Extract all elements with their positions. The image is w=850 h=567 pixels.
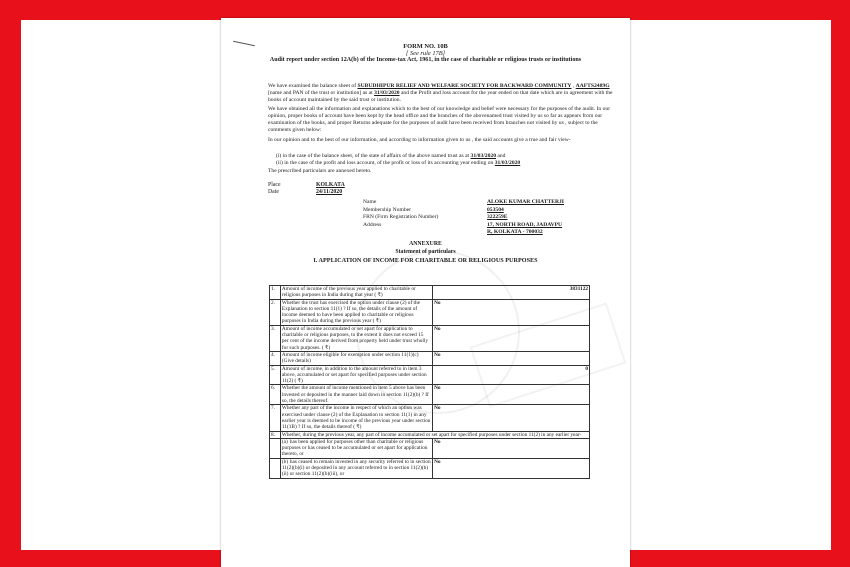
table-row: 7. Whether any part of the income in respect of which an option was exercised under clause (2) of the Explanation to section 11(1) in any earlier year is deemed to be income of the previous year under section 11(1B) ? If so, the details thereof ( ₹) No (270, 405, 590, 431)
table-row: 1. Amount of income of the previous year applied to charitable or religious purposes in India during that year ( ₹) 3831122 (271, 286, 588, 299)
table-row: 4. Amount of income eligible for exemption under section 11(1)(c) (Give details) No (270, 351, 590, 365)
form-rule: [ See rule 17B] (405, 50, 446, 57)
frn-number: 322259E (487, 214, 508, 220)
particulars-table (269, 285, 590, 479)
paragraph-balance-sheet: (i) in the case of the balance sheet, of the state of affairs of the above named trust as at 31/03/2020 and (276, 153, 506, 159)
paragraph-information: We have obtained all the information and explanations which to the best of our knowledge and belief were necessary for the purposes of the audit. In our opinion, proper books of account have been kept by the head office and the branches of the abovenamed trust visited by us so far as appears from our examination of the books, and proper Returns adequate for the purposes of audit have been received from branches not visited by us , subject to the comments given below: (268, 106, 611, 133)
name-label: Name (363, 199, 377, 205)
table-row: 5. Amount of income, in addition to the amount referred to in item 3 above, accumulated or set apart for specified purposes under section 11(2) ( ₹) 0 (271, 365, 588, 385)
frn-label: FRN (Firm Registration Number) (363, 214, 439, 220)
date-value: 24/11/2020 (316, 189, 343, 195)
paragraph-annexed: The prescribed particulars are annexed hereto. (268, 168, 372, 174)
table-subrow: (a) has been applied for purposes other than charitable or religious purposes or has ceased to be accumulated or set apart for application thereto, or No (270, 438, 590, 458)
annexure-subtitle: Statement of particulars (395, 249, 456, 255)
signatory-labels (363, 199, 438, 229)
auditor-name: ALOKE KUMAR CHATTERJI (487, 199, 564, 205)
date-label: Date (268, 189, 279, 195)
table-subrow: (b) has ceased to remain invested in any security referred to in section 11(2)(b)(i) or deposited in any account referred to in section 11(2)(b)(ii) or section 11(2)(b)(iii), or No (270, 458, 590, 478)
scanned-document (221, 18, 630, 567)
table-row: 8. Whether, during the previous year, any part of income accumulated or set apart for specified purposes under section 11(2) in any earlier year- (270, 431, 590, 438)
place-label: Place (268, 182, 281, 188)
place-date-block (268, 182, 345, 196)
pan: AAFTS2489G (575, 83, 610, 89)
table-row: 6. Whether the amount of income mentioned in item 5 above has been invested or deposited in the manner laid down in section 11(2)(b) ? If so, the details thereof. No (270, 385, 590, 405)
org-name: SUBUDHIPUR RELIEF AND WELFARE SOCIETY FOR BACKWARD COMMUNITY (357, 83, 572, 89)
section-heading: I. APPLICATION OF INCOME FOR CHARITABLE OR RELIGIOUS PURPOSES (313, 257, 538, 264)
membership-label: Membership Number (363, 206, 412, 213)
annexure-title: ANNEXURE (409, 241, 442, 247)
form-subtitle: Audit report under section 12A(b) of the Income-tax Act, 1961, in the case of charitable or religious trusts or institutions (269, 57, 582, 63)
table-row: 2. Whether the trust has exercised the option under clause (2) of the Explanation to section 11(1) ? If so, the details of the amount of income deemed to have been applied to charitable or religious purposes in India during the previous year ( ₹) No (270, 299, 590, 325)
address-line-2: R, KOLKATA - 700032 (487, 229, 543, 235)
membership-number: 053504 (487, 206, 504, 213)
paragraph-examination: We have examined the balance sheet of SUBUDHIPUR RELIEF AND WELFARE SOCIETY FOR BACKWARD COMMUNITY , AAFTS2489G [name and PAN of the trust or institution] as at 31/03/2020 and the Profit and loss account for the year ended on that date which are in agreement with the books of account maintained by the said trust or institution. (268, 83, 613, 103)
address-label: Address (363, 221, 382, 228)
paragraph-opinion: In our opinion and to the best of our information, and according to information given to us , the said accounts give a true and fair view- (268, 137, 571, 143)
paragraph-profit-loss: (ii) in the case of the profit and loss account, of the profit or loss of its accounting year ending on 31/03/2020 (276, 160, 521, 166)
signatory-values (487, 199, 597, 237)
place-value: KOLKATA (316, 182, 345, 188)
form-title: FORM NO. 10B (403, 43, 448, 50)
address-line-1: 17, NORTH ROAD, JADAVPU (487, 221, 563, 228)
table-row: 3. Amount of income accumulated or set apart for application to charitable or religious purposes, to the extent it does not exceed 15 per cent of the income derived from property held under trust wholly for such purposes. ( ₹) No (270, 325, 590, 351)
